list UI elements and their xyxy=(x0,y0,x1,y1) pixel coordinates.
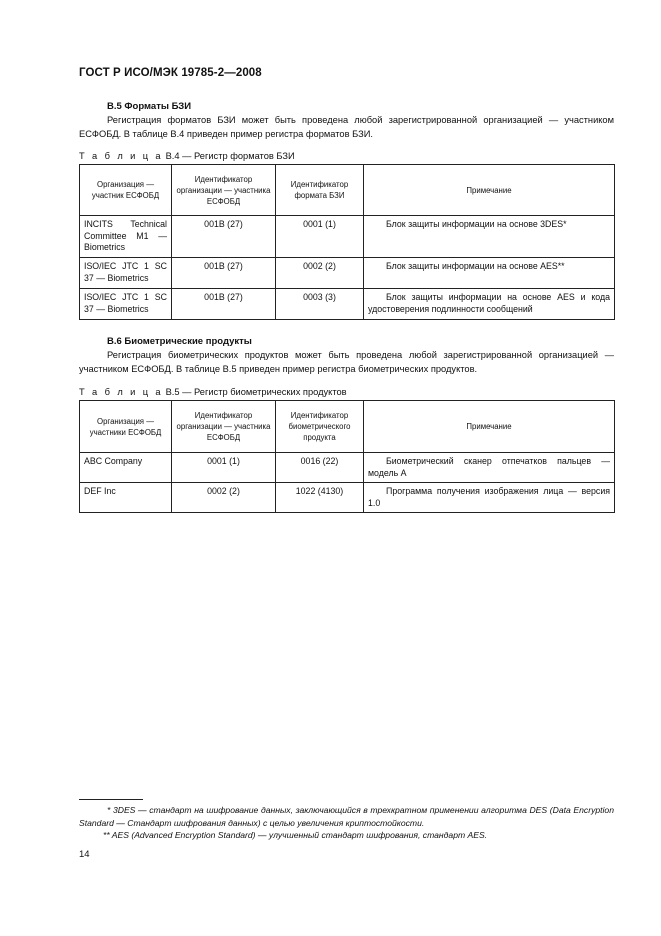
table-cell-org-id: 001B (27) xyxy=(172,216,276,258)
table-cell-org: INCITS Technical Committee M1 — Biometrics xyxy=(80,216,172,258)
document-header: ГОСТ Р ИСО/МЭК 19785-2—2008 xyxy=(79,67,262,79)
footnote-3des: * 3DES — стандарт на шифрование данных, заключающийся в трехкратном применении алгоритма DES (Data Encryption Standard — Стандарт шифрования данных) с целью увеличения криптостойкости. xyxy=(79,805,614,828)
table-b5-header-org: Организация — участники ЕСФОБД xyxy=(80,401,172,453)
table-b4-header-org: Организация — участник ЕСФОБД xyxy=(80,165,172,216)
table-b4 xyxy=(79,164,615,320)
table-cell-product-id: 0016 (22) xyxy=(276,453,364,483)
table-cell-org-id: 0001 (1) xyxy=(172,453,276,483)
table-b5-caption xyxy=(79,387,347,397)
table-b5-header-row xyxy=(80,401,615,453)
table-b5-caption-label: Т а б л и ц а xyxy=(79,387,163,397)
table-b5 xyxy=(79,400,615,513)
table-cell-format-id: 0003 (3) xyxy=(276,289,364,320)
table-cell-note: Блок защиты информации на основе AES и кода удостоверения подлинности сообщений xyxy=(364,289,615,320)
table-b5-caption-text: В.5 — Регистр биометрических продуктов xyxy=(163,387,347,397)
table-cell-org: ISO/IEC JTC 1 SC 37 — Biometrics xyxy=(80,289,172,320)
table-row xyxy=(80,289,615,320)
table-cell-note: Блок защиты информации на основе AES** xyxy=(364,258,615,289)
table-b4-caption xyxy=(79,151,295,161)
footnote-aes: ** AES (Advanced Encryption Standard) — улучшенный стандарт шифрования, стандарт AES. xyxy=(103,830,488,840)
table-b4-header-note: Примечание xyxy=(364,165,615,216)
table-cell-org-id: 001B (27) xyxy=(172,258,276,289)
table-cell-org: ISO/IEC JTC 1 SC 37 — Biometrics xyxy=(80,258,172,289)
table-b4-caption-label: Т а б л и ц а xyxy=(79,151,163,161)
page-number: 14 xyxy=(79,849,90,860)
table-b5-header-note: Примечание xyxy=(364,401,615,453)
table-cell-format-id: 0001 (1) xyxy=(276,216,364,258)
table-cell-note: Биометрический сканер отпечатков пальцев — модель А xyxy=(364,453,615,483)
section-b5-title: В.5 Форматы БЗИ xyxy=(107,101,192,112)
table-b4-header-format-id: Идентификатор формата БЗИ xyxy=(276,165,364,216)
table-row xyxy=(80,258,615,289)
table-cell-org-id: 001B (27) xyxy=(172,289,276,320)
table-cell-format-id: 0002 (2) xyxy=(276,258,364,289)
table-cell-org: ABC Company xyxy=(80,453,172,483)
table-cell-note: Программа получения изображения лица — версия 1.0 xyxy=(364,483,615,513)
table-b4-header-org-id: Идентификатор организации — участника ЕСФОБД xyxy=(172,165,276,216)
table-cell-note: Блок защиты информации на основе 3DES* xyxy=(364,216,615,258)
table-cell-org: DEF Inc xyxy=(80,483,172,513)
section-b6-paragraph: Регистрация биометрических продуктов может быть проведена любой зарегистрированной организацией — участником ЕСФОБД. В таблице В.5 приведен пример регистра биометрических продуктов. xyxy=(79,350,614,374)
table-b5-header-product-id: Идентификатор биометрического продукта xyxy=(276,401,364,453)
table-row xyxy=(80,216,615,258)
section-b5-paragraph: Регистрация форматов БЗИ может быть проведена любой зарегистрированной организацией — участником ЕСФОБД. В таблице В.4 приведен пример регистра форматов БЗИ. xyxy=(79,115,614,139)
table-cell-org-id: 0002 (2) xyxy=(172,483,276,513)
table-cell-product-id: 1022 (4130) xyxy=(276,483,364,513)
table-row xyxy=(80,483,615,513)
section-b6-title: В.6 Биометрические продукты xyxy=(107,336,252,347)
table-row xyxy=(80,453,615,483)
footnote-divider xyxy=(79,799,143,800)
table-b4-header-row xyxy=(80,165,615,216)
table-b5-header-org-id: Идентификатор организации — участника ЕСФОБД xyxy=(172,401,276,453)
table-b4-caption-text: В.4 — Регистр форматов БЗИ xyxy=(163,151,295,161)
